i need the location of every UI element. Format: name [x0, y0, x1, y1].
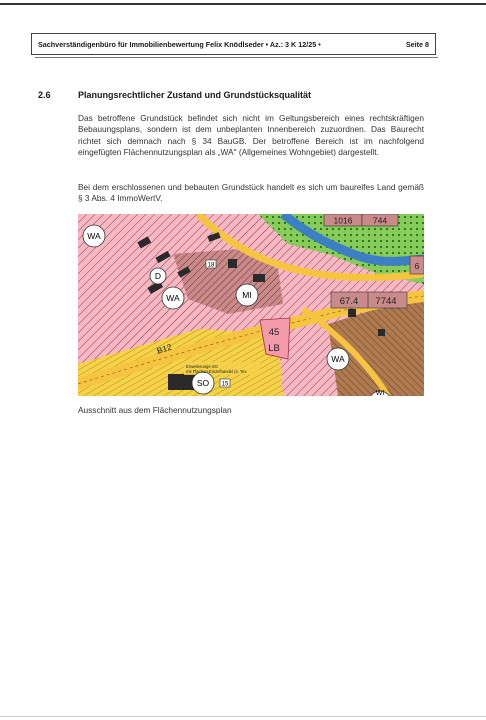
svg-text:WA: WA — [87, 231, 101, 241]
zone-label-mi — [236, 284, 258, 306]
page-top-rule — [0, 3, 486, 5]
zone-label-d — [150, 268, 166, 284]
parcel-7744: 7744 — [375, 296, 397, 307]
section-number: 2.6 — [38, 90, 51, 100]
svg-text:WA: WA — [331, 354, 345, 364]
map-note-line2: mit Flächen-Einzelhandel (s. Tex — [186, 369, 247, 374]
paragraph-land-quality: Bei dem erschlossenen und bebauten Grundstück handelt es sich um baureifes Land gemäß § 3 Abs. 4 ImmoWertV. — [78, 182, 424, 204]
paragraph-planning-law: Das betroffene Grundstück befindet sich nicht im Geltungsbereich eines rechtskräftigen Bebauungsplans, sondern ist dem unbeplanten Innenbereich zuzuordnen. Das Baurecht richtet sich demnach nach § 34 BauGB. Der betroffene Bereich ist im nachfolgend eingefügten Flächennutzungsplan als „WA" (Allgemeines Wohngebiet) dargestellt. — [78, 113, 424, 157]
area-lb: LB — [268, 343, 280, 354]
svg-text:WA: WA — [166, 293, 180, 303]
parcel-67-4: 67.4 — [339, 296, 359, 307]
area-45: 45 — [268, 327, 280, 338]
svg-text:MI: MI — [242, 290, 252, 300]
page-bottom-rule — [0, 716, 486, 717]
map-caption: Ausschnitt aus dem Flächennutzungsplan — [78, 405, 232, 415]
road-label-b12: B12 — [155, 341, 174, 356]
parcel-6: 6 — [414, 261, 420, 271]
map-box-18: 18 — [207, 262, 215, 269]
parcel-744: 744 — [372, 215, 388, 226]
zone-label-wa-top-left — [83, 225, 105, 247]
parcel-1016: 1016 — [333, 215, 353, 226]
svg-text:D: D — [154, 271, 162, 281]
svg-text:SO: SO — [196, 378, 210, 388]
section-title: Planungsrechtlicher Zustand und Grundstücksqualität — [78, 90, 312, 100]
svg-text:WI: WI — [375, 390, 385, 396]
zone-label-so — [192, 372, 214, 394]
header-title: Sachverständigenbüro für Immobilienbewertung Felix Knödlseder • Az.: 3 K 12/25 • — [38, 39, 321, 49]
zone-label-wa-center — [162, 287, 184, 309]
page-header — [31, 33, 436, 55]
map-note-line1: Erweiterungs-SO — [186, 364, 218, 369]
map-graphic — [78, 214, 424, 396]
page-number: Seite 8 — [405, 39, 429, 49]
zone-label-wa-right — [327, 348, 349, 370]
land-use-plan-map — [78, 214, 424, 396]
map-box-15: 15 — [221, 381, 229, 388]
